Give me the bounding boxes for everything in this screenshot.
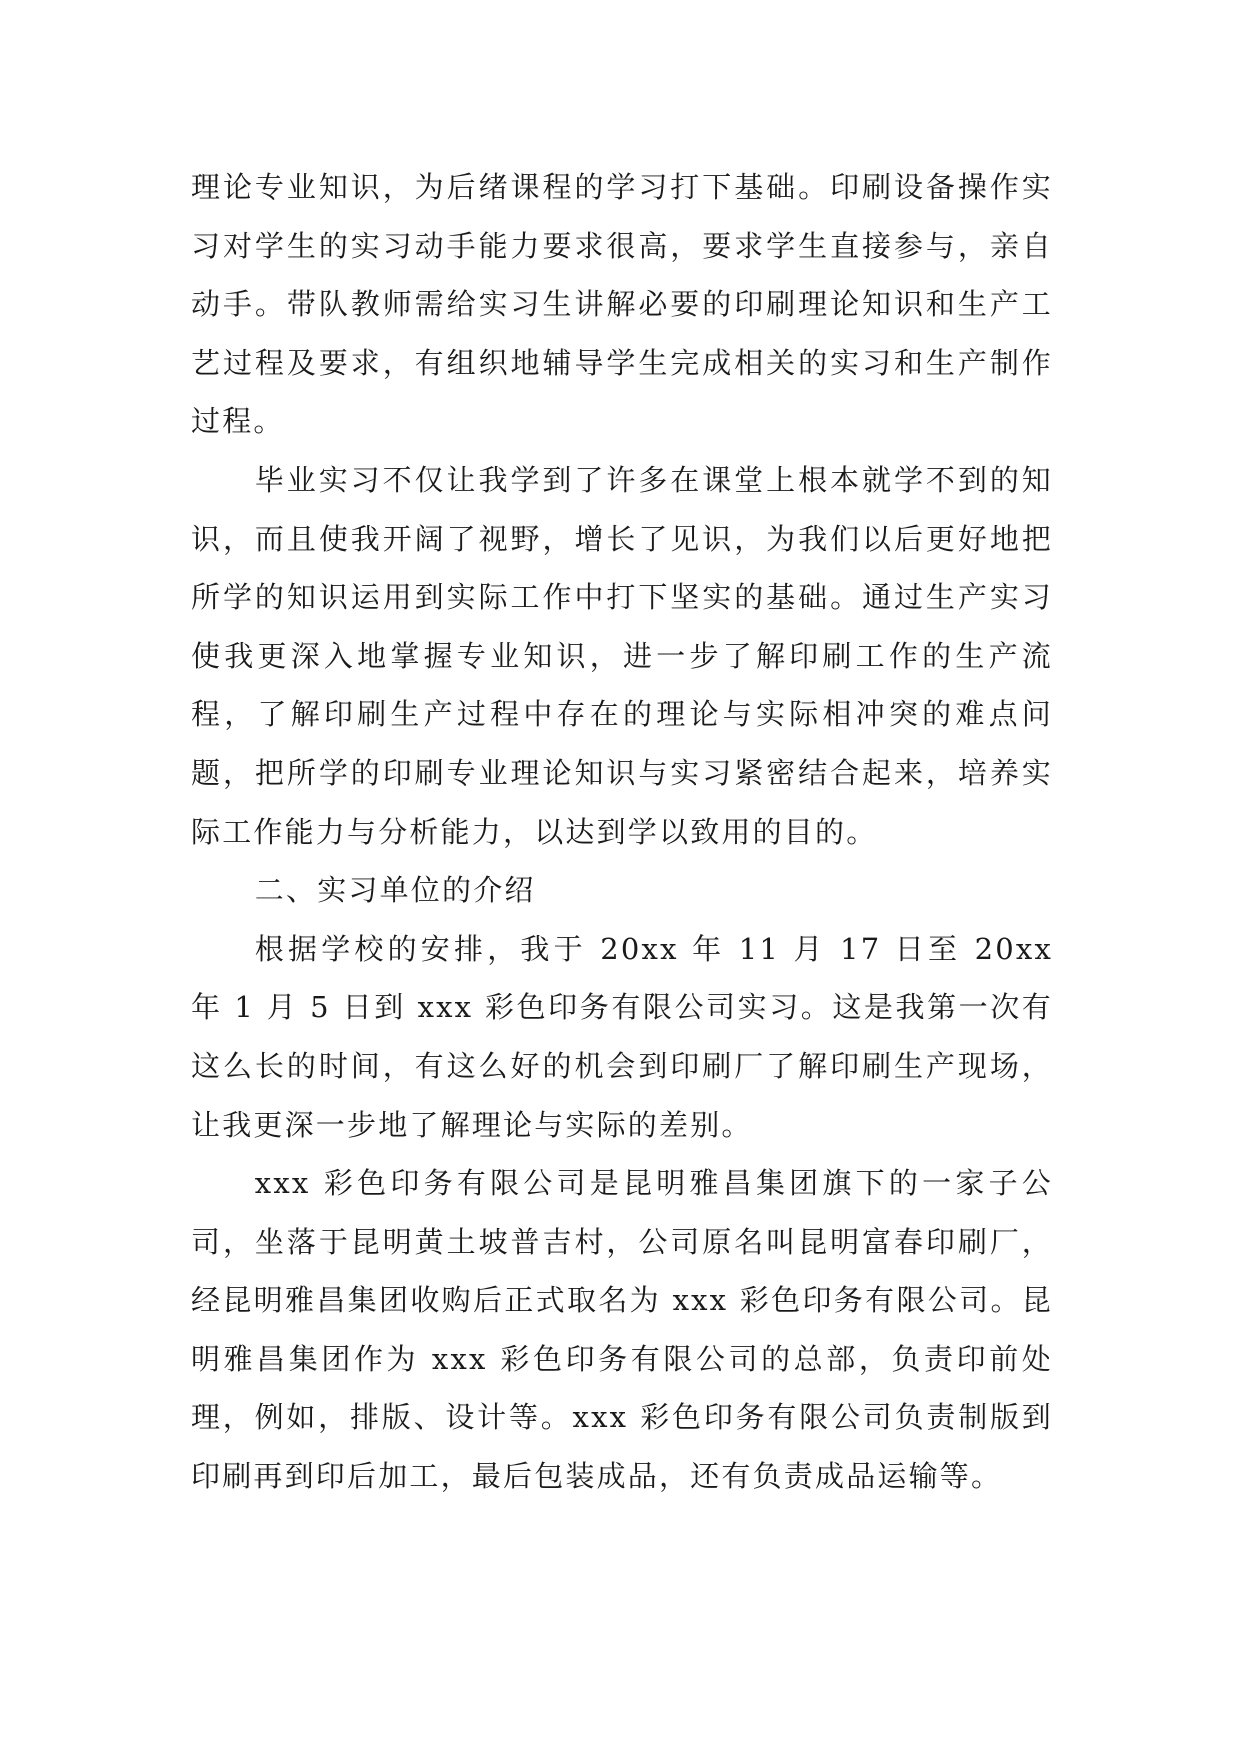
document-body xyxy=(191,158,1053,1506)
paragraph-4: xxx 彩色印务有限公司是昆明雅昌集团旗下的一家子公司，坐落于昆明黄土坡普吉村，公司原名叫昆明富春印刷厂，经昆明雅昌集团收购后正式取名为 xxx 彩色印务有限公司。昆明雅昌集团作为 xxx 彩色印务有限公司的总部，负责印前处理，例如，排版、设计等。xxx 彩色印务有限公司负责制版到印刷再到印后加工，最后包装成品，还有负责成品运输等。 xyxy=(191,1166,1053,1494)
paragraph-3: 根据学校的安排，我于 20xx 年 11 月 17 日至 20xx 年 1 月 5 日到 xxx 彩色印务有限公司实习。这是我第一次有这么长的时间，有这么好的机会到印刷厂了解印刷生产现场，让我更深一步地了解理论与实际的差别。 xyxy=(191,931,1053,1142)
paragraph-2: 毕业实习不仅让我学到了许多在课堂上根本就学不到的知识，而且使我开阔了视野，增长了见识，为我们以后更好地把所学的知识运用到实际工作中打下坚实的基础。通过生产实习使我更深入地掌握专业知识，进一步了解印刷工作的生产流程，了解印刷生产过程中存在的理论与实际相冲突的难点问题，把所学的印刷专业理论知识与实习紧密结合起来，培养实际工作能力与分析能力，以达到学以致用的目的。 xyxy=(191,462,1053,849)
paragraph-1: 理论专业知识，为后绪课程的学习打下基础。印刷设备操作实习对学生的实习动手能力要求很高，要求学生直接参与，亲自动手。带队教师需给实习生讲解必要的印刷理论知识和生产工艺过程及要求，有组织地辅导学生完成相关的实习和生产制作过程。 xyxy=(191,170,1053,439)
section-heading: 二、实习单位的介绍 xyxy=(254,873,536,908)
